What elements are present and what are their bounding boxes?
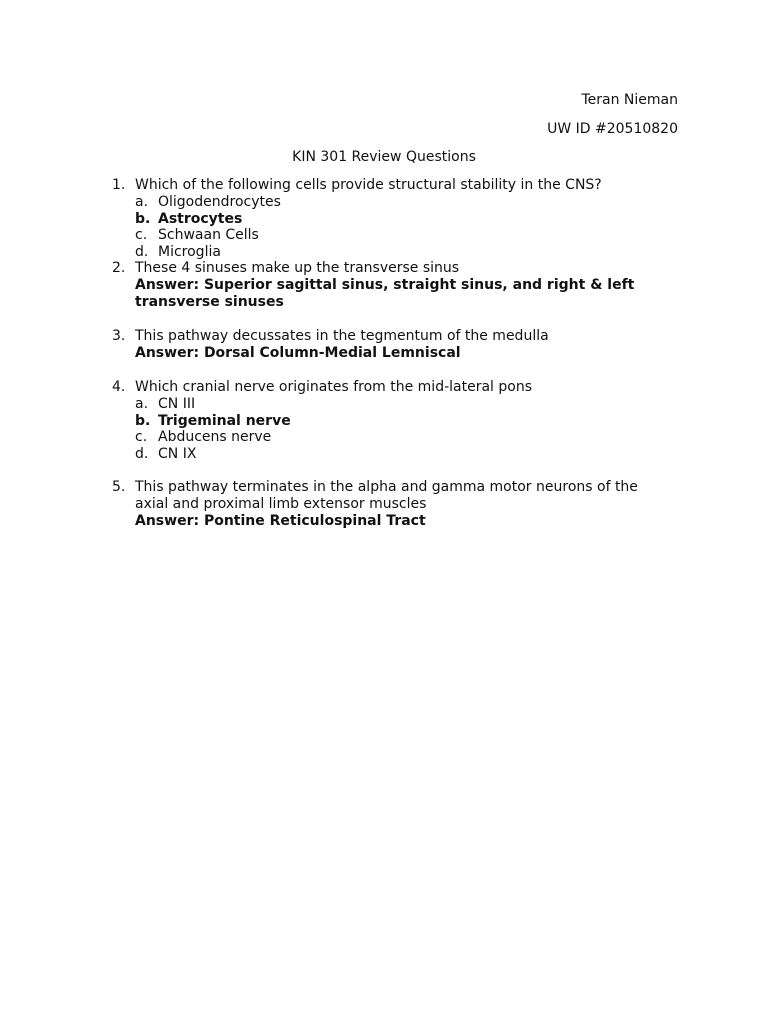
option-letter: a. (135, 396, 149, 412)
option-4a (112, 396, 672, 413)
option-letter: a. (135, 194, 149, 210)
option-text: Schwaan Cells (158, 227, 259, 243)
question-text: This pathway terminates in the alpha and gamma motor neurons of the axial and proximal limb extensor muscles (135, 479, 638, 512)
option-letter: c. (135, 429, 148, 445)
question-number: 1. (112, 177, 126, 193)
option-text: CN III (158, 396, 196, 412)
student-id: UW ID #20510820 (547, 121, 678, 137)
question-text: These 4 sinuses make up the transverse sinus (135, 260, 460, 276)
answer-text: Answer: Dorsal Column-Medial Lemniscal (135, 345, 461, 361)
option-letter: b. (135, 412, 151, 429)
option-text: Microglia (158, 243, 221, 260)
question-5 (112, 479, 672, 530)
question-text: This pathway decussates in the tegmentum of the medulla (135, 328, 549, 344)
question-number: 2. (112, 260, 126, 276)
question-number: 3. (112, 328, 126, 344)
option-text: Oligodendrocytes (158, 194, 281, 210)
question-2 (112, 260, 672, 311)
option-4c (112, 429, 672, 446)
question-3 (112, 328, 672, 362)
option-text: Astrocytes (158, 210, 243, 227)
answer-text: Answer: Superior sagittal sinus, straight sinus, and right & left transverse sinuses (135, 277, 635, 310)
option-letter: c. (135, 227, 148, 243)
option-1b-correct (112, 211, 672, 228)
author-name: Teran Nieman (581, 92, 678, 108)
document-title: KIN 301 Review Questions (292, 149, 476, 165)
question-text: Which cranial nerve originates from the mid-lateral pons (135, 379, 533, 395)
option-4d (112, 446, 672, 463)
answer-text: Answer: Pontine Reticulospinal Tract (135, 513, 426, 529)
question-1 (112, 177, 672, 194)
option-1a (112, 194, 672, 211)
question-number: 5. (112, 479, 126, 495)
option-1d (112, 244, 672, 261)
option-text: Abducens nerve (158, 429, 272, 445)
question-4 (112, 379, 672, 396)
option-4b-correct (112, 413, 672, 430)
question-number: 4. (112, 379, 126, 395)
question-list (112, 177, 672, 530)
option-text: Trigeminal nerve (158, 412, 291, 429)
option-letter: d. (135, 445, 149, 462)
option-text: CN IX (158, 445, 197, 462)
option-1c (112, 227, 672, 244)
option-letter: d. (135, 243, 149, 260)
question-text: Which of the following cells provide structural stability in the CNS? (135, 177, 602, 193)
option-letter: b. (135, 210, 151, 227)
